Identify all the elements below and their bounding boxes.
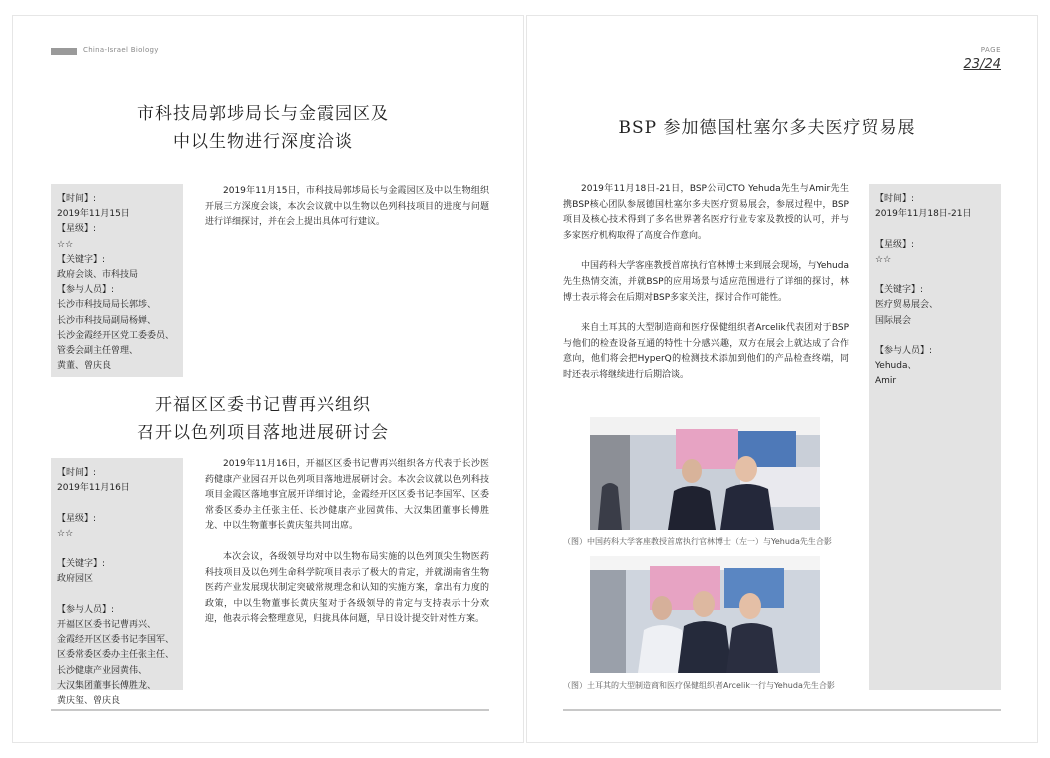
sidebar-line: 长沙金霞经开区党工委委员、	[57, 330, 175, 341]
sidebar-line: 黄庆玺、曾庆良	[57, 696, 121, 707]
sidebar-line: 2019年11月18日-21日	[875, 209, 972, 220]
body-paragraph: 本次会议，各级领导均对中以生物布局实施的以色列顶尖生物医药科技项目及以色列生命科学院项目表示了极大的肯定，并就湖南省生物医药产业发展现状制定突破常规理念和认知的实施方案，拿出有力度的政策，中以生物董事长黄庆玺对于各级领导的肯定与支持表示十分欢迎，他表示将会整理意见，归拢具体问题，早日设计提交针对性方案。	[205, 551, 489, 625]
header-bar-icon	[51, 48, 77, 55]
header-brand: China-Israel Biology	[83, 46, 159, 54]
sidebar-line: 2019年11月16日	[57, 483, 130, 494]
sidebar-line: ☆☆	[57, 239, 74, 250]
sidebar-line	[57, 588, 177, 603]
photo2-booth-left	[590, 570, 626, 673]
photo1-person1-body	[668, 486, 716, 530]
article3-title: BSP 参加德国杜塞尔多夫医疗贸易展	[618, 118, 916, 138]
sidebar-line: 【时间】:	[57, 194, 97, 204]
sidebar-line: 【关键字】:	[57, 254, 106, 265]
sidebar-line: ☆☆	[57, 528, 74, 539]
photo2-person3-head	[739, 593, 761, 619]
sidebar-line: 金霞经开区区委书记李国军、	[57, 635, 175, 646]
page-label: PAGE	[980, 46, 1001, 54]
article1-title: 市科技局郭埗局长与金霞园区及 中以生物进行深度洽谈	[137, 104, 389, 152]
right-page	[526, 15, 1038, 743]
photo2-caption: （图）土耳其的大型制造商和医疗保健组织者Arcelik一行与Yehuda先生合影	[563, 681, 835, 690]
photo1-person2-body	[720, 484, 774, 530]
photo2-person2-body	[678, 621, 732, 673]
photo-meeting-2	[590, 556, 820, 673]
photo2-person3-body	[726, 623, 778, 673]
article3-body	[563, 182, 849, 399]
sidebar-line	[875, 329, 995, 344]
body-paragraph: 中国药科大学客座教授首席执行官林博士来到展会现场，与Yehuda先生热情交流，并就BSP的应用场景与适应范围进行了详细的探讨，林博士表示将会在后期对BSP多家关注，探讨合作可能性。	[563, 261, 849, 303]
sidebar-line: 【关键字】:	[57, 559, 106, 570]
sidebar-line: 长沙市科技局副局杨婵、	[57, 315, 157, 326]
sidebar-line: 【时间】:	[875, 194, 915, 204]
sidebar-line: 医疗贸易展会、	[875, 300, 939, 311]
sidebar-line	[57, 496, 177, 511]
sidebar-line	[875, 222, 995, 237]
article2-body	[205, 457, 489, 643]
sidebar-line: 国际展会	[875, 315, 912, 326]
sidebar-line: 【星级】:	[875, 239, 915, 250]
sidebar-line: 【参与人员】:	[875, 346, 933, 357]
sidebar-line: Amir	[875, 376, 897, 387]
page-number: 23/24	[963, 57, 1001, 72]
body-paragraph: 2019年11月16日，开福区区委书记曹再兴组织各方代表于长沙医药健康产业园召开以色列项目落地进展研讨会。本次会议就以色列科技项目金霞区落地事宜展开详细讨论，金霞经开区区委书记李国军、区委常委区委办主任张主任、长沙健康产业园黄伟、大汉集团董事长傅胜龙、中以生物董事长黄庆玺共同出席。	[205, 459, 489, 532]
sidebar-line: 开福区区委书记曹再兴、	[57, 620, 157, 631]
body-paragraph: 来自土耳其的大型制造商和医疗保健组织者Arcelik代表团对于BSP与他们的检查设备互通的特性十分感兴趣，双方在展会上就达成了合作意向，他们将会把HyperQ的检测技术添加到他们的产品检查终端，同时还表示将继续进行后期洽谈。	[563, 323, 849, 380]
photo1-person2-head	[735, 456, 757, 482]
sidebar-line: ☆☆	[875, 254, 892, 265]
article2-sidebar	[51, 458, 183, 707]
sidebar-line: 长沙健康产业园黄伟、	[57, 665, 148, 676]
sidebar-line: 区委常委区委办主任张主任、	[57, 650, 175, 661]
sidebar-line	[57, 542, 177, 557]
sidebar-line: 管委会副主任曾理、	[57, 346, 139, 357]
left-page	[12, 15, 524, 743]
photo1-person1-head	[682, 459, 702, 483]
body-paragraph: 2019年11月15日，市科技局郭埗局长与金霞园区及中以生物组织开展三方深度会谈，本次会议就中以生物以色列科技项目的进度与问题进行详细探讨，并在会上提出具体可行建议。	[205, 186, 489, 228]
sidebar-line: 【关键字】:	[875, 285, 924, 296]
sidebar-line: 2019年11月15日	[57, 209, 130, 220]
sidebar-line: 政府会谈、市科技局	[57, 270, 139, 281]
photo2-person2-head	[693, 591, 715, 617]
sidebar-line	[875, 268, 995, 283]
sidebar-line: 【时间】:	[57, 468, 97, 478]
sidebar-line: 【参与人员】:	[57, 604, 115, 615]
sidebar-line: 黄董、曾庆良	[57, 361, 112, 372]
sidebar-line: 长沙市科技局局长郭埗、	[57, 300, 157, 311]
photo2-person1-head	[652, 596, 672, 620]
footer-divider	[51, 709, 489, 711]
article2-title: 开福区区委书记曹再兴组织 召开以色列项目落地进展研讨会	[137, 395, 389, 443]
sidebar-line: 【星级】:	[57, 513, 97, 524]
body-paragraph: 2019年11月18日-21日，BSP公司CTO Yehuda先生与Amir先生携BSP核心团队参展德国杜塞尔多夫医疗贸易展会，参展过程中，BSP项目及核心技术得到了多名世界著名医疗行业专家及教授的认可，并与多家医疗机构取得了高度合作意向。	[563, 184, 849, 241]
article1-sidebar	[51, 184, 183, 377]
sidebar-line: 政府园区	[57, 574, 94, 585]
sidebar-line: Yehuda、	[875, 361, 917, 372]
article3-sidebar	[869, 184, 1001, 690]
article1-body	[205, 184, 489, 246]
sidebar-line: 【星级】:	[57, 224, 97, 235]
sidebar-line: 大汉集团董事长傅胜龙、	[57, 680, 157, 691]
photo1-caption: （图）中国药科大学客座教授首席执行官林博士（左一）与Yehuda先生合影	[563, 537, 832, 546]
footer-divider-right	[563, 709, 1001, 711]
photo-meeting-1	[590, 417, 820, 530]
sidebar-line: 【参与人员】:	[57, 285, 115, 296]
